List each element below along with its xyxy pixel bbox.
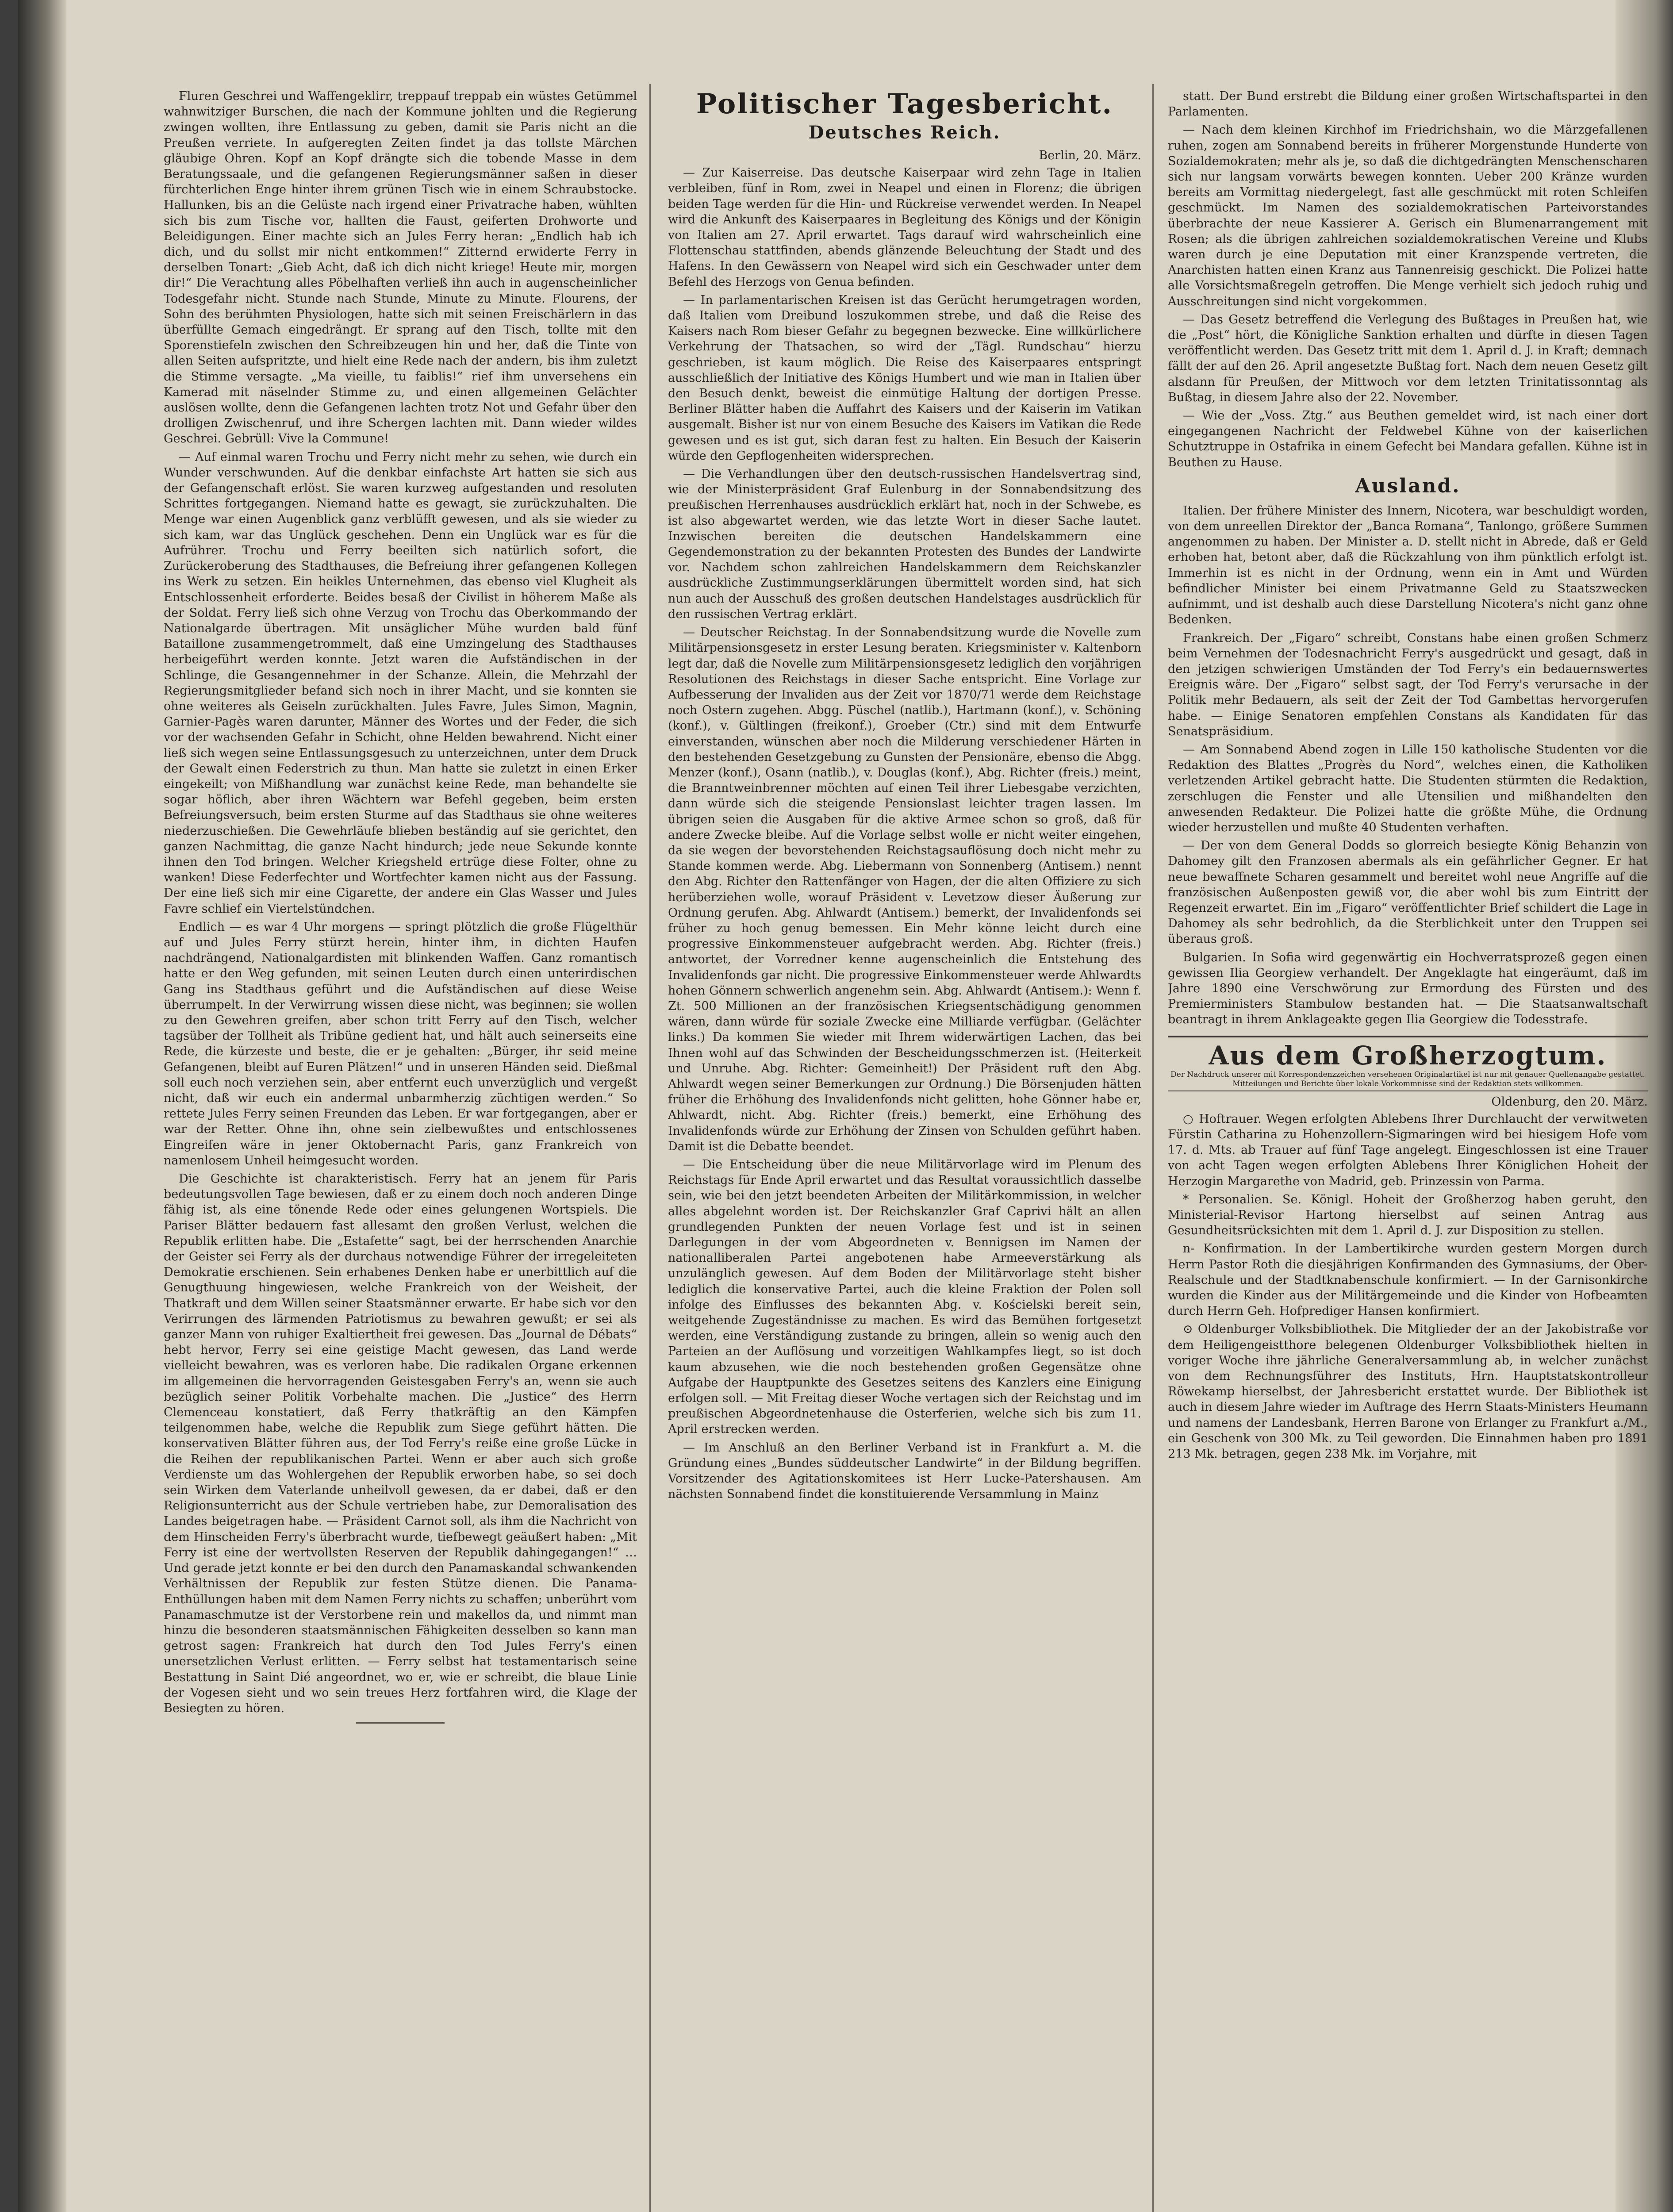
paragraph: — Das Gesetz betreffend die Verlegung des Bußtages in Preußen hat, wie die „Post“ hört, die Königliche Sanktion erhalten und dürfte in diesen Tagen veröffentlicht werden. Das Gesetz tritt mit dem 1. April d. J. in Kraft; demnach fällt der auf den 26. April angesetzte Bußtag fort. Nach dem neuen Gesetz gilt alsdann für Preußen, der Mittwoch vor dem letzten Trinitatissonntag als Bußtag, in diesem Jahre also der 22. November. bbox=[1168, 312, 1648, 404]
dateline: Oldenburg, den 20. März. bbox=[1491, 1094, 1648, 1109]
section-divider bbox=[356, 1722, 445, 1724]
section-heading-ausland: Ausland. bbox=[1355, 474, 1461, 497]
paragraph: — Wie der „Voss. Ztg.“ aus Beuthen gemeldet wird, ist nach einer dort eingegangenen Nachricht der Feldwebel Kühne von der kaiserlichen Schutztruppe in Ostafrika in einem Gefecht bei Mandara gefallen. Kühne ist in Beuthen zu Hause. bbox=[1168, 409, 1648, 469]
paragraph: Fluren Geschrei und Waffengeklirr, treppauf treppab ein wüstes Getümmel wahnwitziger Burschen, die nach der Kommune johlten und die Regierung zwingen wollten, ihre Entlassung zu geben, damit sie Paris nicht an die Preußen verriete. In aufgeregten Zeiten findet ja das tollste Märchen gläubige Ohren. Kopf an Kopf drängte sich die tobende Masse in dem Beratungssaale, und die gefangenen Regierungsmänner saßen in dieser fürchterlichen Enge hinter ihrem grünen Tisch wie in einem Schraubstocke. Hallunken, bis an die Gelüste nach irgend einer Privatrache haben, wühlten sich bis zum Tische vor, hallten die Faust, geiferten Drohworte und Beleidigungen. Einer machte sich an Jules Ferry heran: „Endlich hab ich dich, und du sollst mir nicht entkommen!“ Zitternd erwiderte Ferry in derselben Tonart: „Gieb Acht, daß ich dich nicht kriege! Heute mir, morgen dir!“ Die Verachtung alles Pöbelhaften verließ ihn auch in augenscheinlicher Todesgefahr nicht. Stunde nach Stunde, Minute zu Minute. Flourens, der Sohn des berühmten Physiologen, hatte sich mit seinen Freischärlern in das überfüllte Gemach eingedrängt. Er sprang auf den Tisch, tollte mit den Sporenstiefeln zwischen den Schreibzeugen hin und her, daß die Tinte von allen Seiten aufspritzte, und hielt eine Rede nach der andern, bis ihm zuletzt die Stimme versagte. „Ma vieille, tu faiblis!“ rief ihm unversehens ein Kamerad mit näselnder Stimme zu, und einen allgemeinen Gelächter auslösen wollte, denn die Gefangenen lachten trotz Not und Gefahr über den drolligen Zwischenruf, und ihre Schergen lachten mit. Dann wieder wildes Geschrei. Gebrüll: Vive la Commune! bbox=[164, 89, 637, 446]
paragraph: ○ Hoftrauer. Wegen erfolgten Ablebens Ihrer Durchlaucht der verwitweten Fürstin Catharina zu Hohenzollern-Sigmaringen wird bei hiesigem Hofe vom 17. d. Mts. ab Trauer auf fünf Tage angelegt. Eingeschlossen ist eine Trauer von acht Tagen wegen erfolgten Ablebens Ihrer Königlichen Hoheit der Herzogin Margarethe von Madrid, geb. Prinzessin von Parma. bbox=[1168, 1112, 1648, 1188]
paragraph: Bulgarien. In Sofia wird gegenwärtig ein Hochverratsprozeß gegen einen gewissen Ilia Georgiew verhandelt. Der Angeklagte hat eingeräumt, daß im Jahre 1890 eine Verschwörung zur Ermordung des Fürsten und des Premierministers Stambulow bestanden hat. — Die Staatsanwaltschaft beantragt in ihrem Anklageakte gegen Ilia Georgiew die Todesstrafe. bbox=[1168, 950, 1648, 1027]
paragraph: n- Konfirmation. In der Lambertikirche wurden gestern Morgen durch Herrn Pastor Roth die diesjährigen Konfirmanden des Gymnasiums, der Ober-Realschule und der Stadtknabenschule konfirmiert. — In der Garnisonkirche wurden die Kinder aus der Militärgemeinde und die Kinder von Hofbeamten durch Herrn Geh. Hofprediger Hansen konfirmiert. bbox=[1168, 1242, 1648, 1318]
paragraph: — Der von dem General Dodds so glorreich besiegte König Behanzin von Dahomey gilt den Franzosen abermals als ein gefährlicher Gegner. Er hat neue bewaffnete Scharen gesammelt und bereitet wohl neue Angriffe auf die französischen Außenposten gewiß vor, die aber wohl bis zum Eintritt der Regenzeit erwartet. Ein im „Figaro“ veröffentlichter Brief schildert die Lage in Dahomey als sehr bedrohlich, da die Sterblichkeit unter den Truppen sei überaus groß. bbox=[1168, 839, 1648, 946]
page-binding-shadow bbox=[18, 0, 66, 2212]
paragraph: — Deutscher Reichstag. In der Sonnabendsitzung wurde die Novelle zum Militärpensionsgesetz in erster Lesung beraten. Kriegsminister v. Kaltenborn legt dar, daß die Novelle zum Militärpensionsgesetz lediglich den vorjährigen Resolutionen des Reichstags in dieser Sache entspricht. Eine Vorlage zur Aufbesserung der Invaliden aus der Zeit vor 1870/71 werde dem Reichstage noch Ostern zugehen. Abgg. Püschel (natlib.), Hartmann (konf.), v. Schöning (konf.), v. Gültlingen (freikonf.), Groeber (Ctr.) sind mit dem Entwurfe einverstanden, wünschen aber noch die Milderung verschiedener Härten in den bestehenden Gesetzgebung zu Gunsten der Pensionäre, ebenso die Abgg. Menzer (konf.), Osann (natlib.), v. Douglas (konf.), Abg. Richter (freis.) meint, die Branntweinbrenner möchten auf einen Teil ihrer Liebesgabe verzichten, dann würde sich die steigende Pensionslast leichter tragen lassen. Im übrigen seien die Ausgaben für die aktive Armee schon so groß, daß für andere Zwecke bleibe. Auf die Vorlage selbst wolle er nicht weiter eingehen, da sie wegen der bevorstehenden Reichstagsauflösung doch nicht mehr zu Stande kommen werde. Abg. Liebermann von Sonnenberg (Antisem.) nennt den Abg. Richter den Rattenfänger von Hagen, der die alten Offiziere zu sich herüberziehen wolle, worauf Präsident v. Levetzow dieser Äußerung zur Ordnung gerufen. Abg. Ahlwardt (Antisem.) bemerkt, der Invalidenfonds sei früher zu hoch genug bemessen. Ein Mehr könne leicht durch eine progressive Einkommensteuer aufgebracht werden. Abg. Richter (freis.) antwortet, der Vorredner kenne augenscheinlich die Entstehung des Invalidenfonds gar nicht. Die progressive Einkommensteuer werde Ahlwardts hohen Gönnern schwerlich angenehm sein. Abg. Ahlwardt (Antisem.): Wenn f. Zt. 500 Millionen an der französischen Kriegsentschädigung genommen wären, dann würde für soziale Zwecke eine Milliarde verfügbar. (Gelächter links.) Da kommen Sie wieder mit Ihrem widerwärtigen Lachen, das bei Ihnen wohl auf das Schwinden der Bescheidungsschmerzen ist. (Heiterkeit und Unruhe. Abg. Richter: Gemeinheit!) Der Präsident ruft den Abg. Ahlwardt wegen seiner Bemerkungen zur Ordnung.) Die Börsenjuden hätten früher die Erhöhung des Invalidenfonds nicht gelitten, hohe Gönner habe er, Ahlwardt, nicht. Abg. Richter (freis.) bemerkt, eine Erhöhung des Invalidenfonds würde zur Erhöhung der Zinsen von Schulden geführt haben. Damit ist die Debatte beendet. bbox=[668, 626, 1141, 1153]
paragraph: Frankreich. Der „Figaro“ schreibt, Constans habe einen großen Schmerz beim Vernehmen der Todesnachricht Ferry's ausgedrückt und gesagt, daß in den jetzigen schwierigen Umständen der Tod Ferry's ein bedauernswertes Ereignis wäre. Der „Figaro“ selbst sagt, der Tod Ferry's verursache in der Politik mehr Bedauern, als seit der Zeit der Tod Gambettas hervorgerufen habe. — Einige Senatoren empfehlen Constans als Kandidaten für das Senatspräsidium. bbox=[1168, 631, 1648, 738]
paragraph: — Am Sonnabend Abend zogen in Lille 150 katholische Studenten vor die Redaktion des Blattes „Progrès du Nord“, welches einen, die Katholiken verletzenden Artikel gebracht hatte. Die Studenten stürmten die Redaktion, zerschlugen die Fenster und alle Utensilien und mißhandelten den anwesenden Redakteur. Die Polizei hatte die größte Mühe, die Ordnung wieder herzustellen und mußte 40 Studenten verhaften. bbox=[1168, 742, 1648, 834]
paragraph: * Personalien. Se. Königl. Hoheit der Großherzog haben geruht, den Ministerial-Revisor Hartong hierselbst auf seinen Antrag aus Gesundheitsrücksichten mit dem 1. April d. J. zur Disposition zu stellen. bbox=[1168, 1192, 1648, 1238]
paragraph: — Auf einmal waren Trochu und Ferry nicht mehr zu sehen, wie durch ein Wunder verschwunden. Auf die denkbar einfachste Art hatten sie sich aus der Gefangenschaft erlöst. Sie waren kurzweg aufgestanden und resoluten Schrittes fortgegangen. Niemand hatte es gewagt, sie zurückzuhalten. Die Menge war einen Augenblick ganz verblüfft gewesen, und als sie wieder zu sich kam, war das Unglück geschehen. Denn ein Unglück war es für die Aufrührer. Trochu und Ferry beeilten sich natürlich sofort, die Zurückeroberung des Stadthauses, die Befreiung ihrer gefangenen Kollegen ins Werk zu setzen. Ein heikles Unternehmen, das ebenso viel Klugheit als Entschlossenheit erforderte. Beides besaß der Civilist in höherem Maße als der Soldat. Ferry ließ sich ohne Verzug von Trochu das Oberkommando der Nationalgarde übertragen. Mit unsäglicher Mühe wurden bald fünf Bataillone zusammengetrommelt, daß eine Umzingelung des Stadthauses herbeigeführt werden konnte. Jetzt waren die Aufständischen in der Schlinge, die Gesangennehmer in der Schanze. Allein, die Mehrzahl der Regierungsmitglieder befand sich noch in ihrer Macht, und sie konnten sie ohne weiteres als Geiseln zurückhalten. Jules Favre, Jules Simon, Magnin, Garnier-Pagès waren darunter, Männer des Wortes und der Feder, die sich vor der wachsenden Gefahr in Schicht, ohne Helden bewahrend. Nicht einer ließ sich wegen seine Entlassungsgesuch zu unterzeichnen, unter dem Druck der Gewalt einen Federstrich zu thun. Man hatte sie zuletzt in einen Erker eingekeilt; von Mißhandlung war zunächst keine Rede, man behandelte sie sogar höflich, aber ihren Wächtern war Befehl gegeben, beim ersten Befreiungsversuch, beim ersten Sturme auf das Stadthaus sie ohne weiteres niederzuschießen. Die Gewehrläufe blieben beständig auf sie gerichtet, den ganzen Nachmittag, die ganze Nacht hindurch; jede neue Sekunde konnte ihnen den Tod bringen. Welcher Kriegsheld ertrüge diese Folter, ohne zu wanken! Diese Federfechter und Wortfechter kamen nicht aus der Fassung. Der eine ließ sich mir eine Cigarette, der andere ein Glas Wasser und Jules Favre schlief ein Viertelstündchen. bbox=[164, 450, 637, 916]
local-section-title: Aus dem Großherzogtum. bbox=[1209, 1040, 1607, 1071]
column-rule bbox=[649, 84, 651, 2212]
newspaper-page bbox=[18, 0, 1673, 2212]
local-section-header bbox=[1168, 1036, 1648, 1091]
section-heading: Politischer Tagesbericht. bbox=[696, 88, 1113, 120]
column-2 bbox=[668, 88, 1141, 2212]
dateline: Berlin, 20. März. bbox=[1039, 149, 1141, 162]
column-3 bbox=[1168, 88, 1648, 2212]
paragraph: Die Geschichte ist charakteristisch. Ferry hat an jenem für Paris bedeutungsvollen Tage bewiesen, daß er zu einem doch noch anderen Dinge fähig ist, als eine tönende Rede oder eines gelungenen Wortspiels. Die Pariser Blätter bedauern fast allesamt den großen Verlust, welchen die Republik erlitten habe. Die „Estafette“ sagt, bei der herrschenden Anarchie der Geister sei Ferry als der durchaus notwendige Führer der irregeleiteten Demokratie erschienen. Sein erhabenes Denken habe er unerbittlich auf die Genugthuung hingewiesen, welche Frankreich von der Weisheit, der Thatkraft und dem Willen seiner Staatsmänner erwarte. Er habe sich vor den Verirrungen des lärmenden Patriotismus zu bewahren gewußt; er sei als ganzer Mann von ruhiger Exaltiertheit frei gewesen. Das „Journal de Débats“ hebt hervor, Ferry sei eine geistige Macht gewesen, das Land werde vielleicht bewahren, was es verloren habe. Die radikalen Organe erkennen im allgemeinen die hervorragenden Geistesgaben Ferry's an, wenn sie auch bezüglich seiner Politik Vorbehalte machen. Die „Justice“ des Herrn Clemenceau konstatiert, daß Ferry thatkräftig an den Kämpfen teilgenommen habe, welche die Republik zum Siege geführt hätten. Die konservativen Blätter führen aus, der Tod Ferry's reiße eine große Lücke in die Reihen der republikanischen Partei. Wenn er aber auch sich große Verdienste um das Wohlergehen der Republik erworben habe, so sei doch sein Wirken dem Vaterlande unheilvoll gewesen, da er dabei, daß er den Religionsunterricht aus der Schule vertrieben habe, zur Demoralisation des Landes beigetragen habe. — Präsident Carnot soll, als ihm die Nachricht von dem Hinscheiden Ferry's überbracht wurde, tiefbewegt geäußert haben: „Mit Ferry ist eine der wertvollsten Reserven der Republik dahingegangen!“ … Und gerade jetzt konnte er bei den durch den Panamaskandal schwankenden Verhältnissen der Republik zur festen Stütze dienen. Die Panama-Enthüllungen haben mit dem Namen Ferry nichts zu schaffen; unberührt vom Panamaschmutze ist der Verstorbene rein und makellos da, und nimmt man hinzu die besonderen staatsmännischen Fähigkeiten desselben so kann man getrost sagen: Frankreich hat durch den Tod Jules Ferry's einen unersetzlichen Verlust erlitten. — Ferry selbst hat testamentarisch seine Bestattung in Saint Dié angeordnet, wo er, wie er schreibt, die blaue Linie der Vogesen sieht und wo sein treues Herz fortfahren wird, die Klage der Besiegten zu hören. bbox=[164, 1172, 637, 1715]
paragraph: — In parlamentarischen Kreisen ist das Gerücht herumgetragen worden, daß Italien vom Dreibund loszukommen strebe, und daß die Reise des Kaisers nach Rom bieser Gefahr zu begegnen bezwecke. Eine willkürlichere Verkehrung der Thatsachen, so wird der „Tägl. Rundschau“ hierzu geschrieben, ist kaum möglich. Die Reise des Kaiserpaares entspringt ausschließlich der Initiative des Königs Humbert und wie man in Italien über den Besuch denkt, beweist die einmütige Haltung der dortigen Presse. Berliner Blätter haben die Auffahrt des Kaisers und der Kaiserin im Vatikan ausgemalt. Bisher ist nur von einem Besuche des Kaisers im Vatikan die Rede gewesen und es ist gut, sich daran fest zu halten. Ein Besuch der Kaiserin würde den Gepflogenheiten widersprechen. bbox=[668, 293, 1141, 463]
paragraph: ⊙ Oldenburger Volksbibliothek. Die Mitglieder der an der Jakobistraße vor dem Heiligengeistthore belegenen Oldenburger Volksbibliothek hielten in voriger Woche ihre jährliche Generalversammlung ab, in welcher zunächst von dem Rechnungsführer des Instituts, Hrn. Hauptstatskontrolleur Röwekamp hierselbst, der Jahresbericht erstattet wurde. Der Bibliothek ist auch in diesem Jahre wieder im Auftrage des Herrn Staats-Ministers Heumann und namens der Landesbank, Herren Barone von Erlanger zu Frankfurt a./M., ein Geschenk von 300 Mk. zu Teil geworden. Die Einnahmen haben pro 1891 213 Mk. betragen, gegen 238 Mk. im Vorjahre, mit bbox=[1168, 1322, 1648, 1461]
column-rule bbox=[1152, 84, 1154, 2212]
paragraph: statt. Der Bund erstrebt die Bildung einer großen Wirtschaftspartei in den Parlamenten. bbox=[1168, 89, 1648, 119]
paragraph: Italien. Der frühere Minister des Innern, Nicotera, war beschuldigt worden, von dem unreellen Direktor der „Banca Romana“, Tanlongo, größere Summen angenommen zu haben. Der Minister a. D. stellt nicht in Abrede, daß er Geld erhoben hat, betont aber, daß die Rückzahlung von ihm pünktlich erfolgt ist. Immerhin ist es nicht in der Ordnung, wenn ein in Amt und Würden befindlicher Minister bei einem Privatmanne Geld zu Staatszwecken aufnimmt, und ist deshalb auch diese Darstellung Nicotera's nicht ganz ohne Bedenken. bbox=[1168, 503, 1648, 627]
paragraph: — Die Entscheidung über die neue Militärvorlage wird im Plenum des Reichstags für Ende April erwartet und das Resultat voraussichtlich dasselbe sein, wie bei den jetzt beendeten Arbeiten der Militärkommission, in welcher alles abgelehnt worden ist. Der Reichskanzler Graf Caprivi hält an allen grundlegenden Punkten der neuen Vorlage fest und ist in seinen Darlegungen in der vom Abgeordneten v. Bennigsen im Namen der nationalliberalen Partei angebotenen habe Armeeverstärkung als unzulänglich gewesen. Auf dem Boden der Militärvorlage steht bisher lediglich die konservative Partei, auch die kleine Fraktion der Polen soll infolge des Einflusses des bekannten Abg. v. Kościelski bereit sein, weitgehende Zugeständnisse zu machen. Es wird das Bemühen fortgesetzt werden, eine Verständigung zustande zu bringen, allein so wenig auch den Parteien an der Auflösung und vorzeitigen Wahlkampfes liegt, so ist doch kaum abzusehen, wie die noch bestehenden großen Gegensätze ohne Aufgabe der Hauptpunkte des Gesetzes seitens des Kanzlers eine Einigung erfolgen soll. — Mit Freitag dieser Woche vertagen sich der Reichstag und im preußischen Abgeordnetenhause die Osterferien, welche sich bis zum 11. April erstrecken werden. bbox=[668, 1158, 1141, 1436]
reprint-notice: Der Nachdruck unserer mit Korrespondenzzeichen versehenen Originalartikel ist nur mit genauer Quellenangabe gestattet. Mitteilungen und Berichte über lokale Vorkommnisse sind der Redaktion stets willkommen. bbox=[1170, 1070, 1645, 1088]
column-1 bbox=[164, 88, 637, 2212]
section-subheading: Deutsches Reich. bbox=[808, 122, 1001, 143]
paragraph: — Die Verhandlungen über den deutsch-russischen Handelsvertrag sind, wie der Ministerpräsident Graf Eulenburg in der Sonnabendsitzung des preußischen Herrenhauses ausdrücklich erklärt hat, noch in der Schwebe, es ist also abgewartet werden, wie das letzte Wort in dieser Sache lautet. Inzwischen bereiten die deutschen Handelskammern eine Gegendemonstration zu der bekannten Protesten des Bundes der Landwirte vor. Nachdem schon zahlreichen Handelskammern dem Reichskanzler ausdrückliche Zustimmungserklärungen übermittelt worden sind, hat sich nun auch der Ausschuß des großen deutschen Handelstages ausdrücklich für den russischen Vertrag erklärt. bbox=[668, 467, 1141, 621]
paragraph: Endlich — es war 4 Uhr morgens — springt plötzlich die große Flügelthür auf und Jules Ferry stürzt herein, hinter ihm, in dichten Haufen nachdrängend, Nationalgardisten mit blinkenden Waffen. Ganz romantisch hatte er den Weg gefunden, mit seinen Leuten durch einen unterirdischen Gang ins Stadthaus geführt und die Aufständischen auf diese Weise überrumpelt. In der Verwirrung wissen diese nicht, was beginnen; sie wollen zu den Gewehren greifen, aber schon tritt Ferry auf den Tisch, welcher tagsüber der Tollheit als Tribüne gedient hat, und hält auch seinerseits eine Rede, die kürzeste und beste, die er je gehalten: „Bürger, ihr seid meine Gefangenen, bleibt auf Euren Plätzen!“ und in unseren Händen seid. Dießmal soll euch noch verziehen sein, aber entfernt euch unverzüglich und vergeßt nicht, daß wir euch ein andermal unbarmherzig züchtigen werden.“ So rettete Jules Ferry seinen Freunden das Leben. Er war fortgegangen, aber er war der Retter. Ohne ihn, ohne sein zielbewußtes und entschlossenes Eingreifen wäre in jener Oktobernacht Paris, ganz Frankreich von namenlosem Unheil heimgesucht worden. bbox=[164, 920, 637, 1167]
paragraph: — Nach dem kleinen Kirchhof im Friedrichshain, wo die Märzgefallenen ruhen, zogen am Sonnabend bereits in früherer Morgenstunde Hunderte von Sozialdemokraten; mehr als je, so daß die dichtgedrängten Menschenscharen sich nur langsam vorwärts bewegen konnten. Ueber 200 Kränze wurden bereits am Vormittag niedergelegt, fast alle geschmückt mit roten Schleifen geschmückt. Im Namen des sozialdemokratischen Parteivorstandes überbrachte der neue Kassierer A. Gerisch ein Blumenarrangement mit Rosen; als die übrigen zahlreichen sozialdemokratischen Vereine und Klubs waren durch je eine Deputation mit einer Kranzspende vertreten, die Anarchisten hatten einen Kranz aus Tannenreisig geschickt. Die Polizei hatte alle Vorsichtsmaßregeln getroffen. Die Menge verhielt sich jedoch ruhig und Ausschreitungen sind nicht vorgekommen. bbox=[1168, 123, 1648, 308]
paragraph: — Zur Kaiserreise. Das deutsche Kaiserpaar wird zehn Tage in Italien verbleiben, fünf in Rom, zwei in Neapel und einen in Florenz; die übrigen beiden Tage werden für die Hin- und Rückreise verwendet werden. In Neapel wird die Ankunft des Kaiserpaares in Begleitung des Königs und der Königin von Italien am 27. April erwartet. Tags darauf wird wahrscheinlich eine Flottenschau stattfinden, abends glänzende Beleuchtung der Stadt und des Hafens. In den Gewässern von Neapel wird sich ein Geschwader unter dem Befehl des Herzogs von Genua befinden. bbox=[668, 166, 1141, 289]
paragraph: — Im Anschluß an den Berliner Verband ist in Frankfurt a. M. die Gründung eines „Bundes süddeutscher Landwirte“ in der Bildung begriffen. Vorsitzender des Agitationskomitees ist Herr Lucke-Patershausen. Am nächsten Sonnabend findet die konstituierende Versammlung in Mainz bbox=[668, 1440, 1141, 1502]
